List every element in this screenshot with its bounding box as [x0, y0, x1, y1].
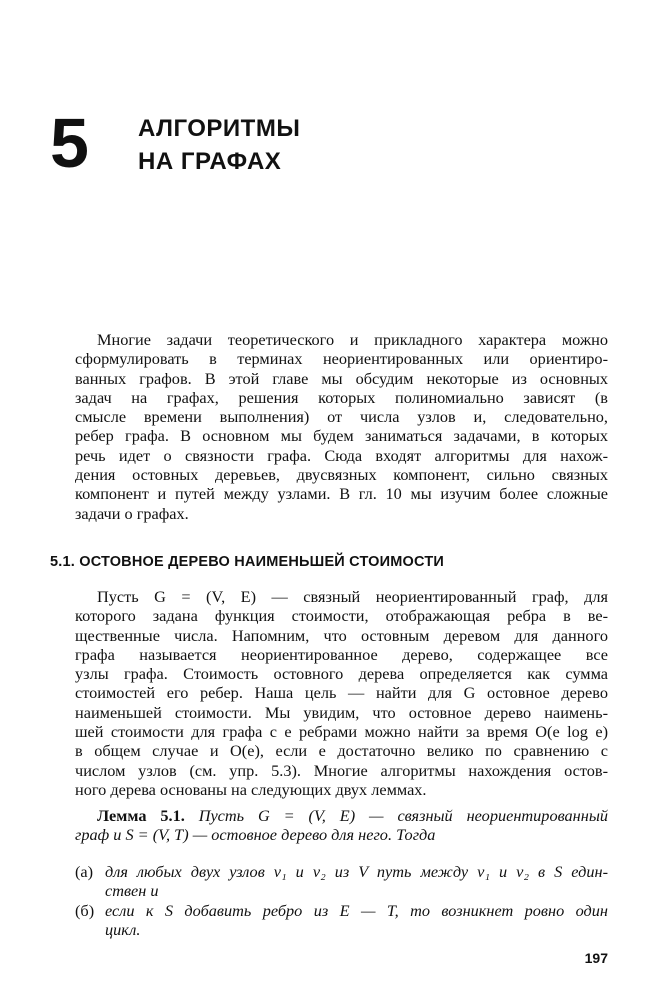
text-line: щественные числа. Напомним, что остовным деревом для данного — [75, 625, 608, 645]
chapter-title-line: НА ГРАФАХ — [138, 148, 282, 175]
text-line: дения остовных деревьев, двусвязных компонент, сильно связных — [75, 465, 608, 485]
text-line: шей стоимости для графа с e ребрами можно найти за время O(e log e) — [75, 722, 608, 742]
text-line: Многие задачи теоретического и прикладного характера можно — [97, 330, 608, 349]
lemma-label: Лемма 5.1. — [97, 806, 185, 825]
text-line: Пусть G = (V, E) — связный неориентированный граф, для — [97, 587, 608, 606]
list-item — [75, 862, 608, 901]
lemma-line: граф и S = (V, T) — остовное дерево для него. Тогда — [75, 825, 436, 845]
text-line: смысле времени выполнения) от числа узлов и, следовательно, — [75, 407, 608, 427]
text-line: в общем случае и O(e), если e достаточно велико по сравнению с — [75, 741, 608, 761]
section-heading: 5.1. ОСТОВНОЕ ДЕРЕВО НАИМЕНЬШЕЙ СТОИМОСТИ — [50, 554, 445, 570]
text-line: наименьшей стоимости. Мы увидим, что остовное дерево наимень- — [75, 702, 608, 722]
lemma-statement: Пусть G = (V, E) — связный неориентированный — [198, 806, 608, 825]
chapter-title — [138, 112, 300, 178]
list-item-line: цикл. — [105, 919, 141, 939]
text-line: ванных графов. В этой главе мы обсудим некоторые из основных — [75, 368, 608, 388]
lemma-items — [75, 862, 608, 939]
list-item — [75, 901, 608, 940]
text-line: речь идет о связности графа. Сюда входят алгоритмы для нахож- — [75, 445, 608, 465]
text-line: узлы графа. Стоимость остовного дерева определяется как сумма — [75, 664, 608, 684]
text-line: задачи о графах. — [75, 503, 189, 523]
text-line: задач на графах, решения которых полиномиально зависят (в — [75, 387, 608, 407]
text-line: ного дерева основаны на следующих двух леммах. — [75, 779, 427, 799]
list-item-line: для любых двух узлов v₁ и v₂ из V путь между v₁ и v₂ в S един- — [105, 862, 608, 881]
list-item-line: если к S добавить ребро из E — T, то возникнет ровно один — [105, 900, 608, 920]
text-line: числом узлов (см. упр. 5.3). Многие алгоритмы нахождения остов- — [75, 760, 608, 780]
list-item-line: ствен и — [105, 881, 159, 901]
text-line: ребер графа. В основном мы будем заниматься задачами, в которых — [75, 426, 608, 446]
text-line: графа называется неориентированное дерево, содержащее все — [75, 644, 608, 664]
text-line: стоимостей его ребер. Наша цель — найти для G остовное дерево — [75, 683, 608, 703]
text-line: которого задана функция стоимости, отображающая ребра в ве- — [75, 606, 608, 626]
chapter-title-line: АЛГОРИТМЫ — [138, 115, 301, 142]
lemma — [75, 806, 608, 845]
list-marker: (б) — [75, 900, 95, 920]
text-line: сформулировать в терминах неориентированных или ориентиро- — [75, 349, 608, 369]
chapter-number: 5 — [50, 104, 89, 182]
section-paragraph — [75, 587, 608, 799]
list-marker: (а) — [75, 862, 94, 881]
page-number: 197 — [584, 950, 608, 966]
text-line: компонент и путей между узлами. В гл. 10 мы изучим более сложные — [75, 484, 608, 504]
lemma-line — [75, 806, 608, 825]
intro-paragraph — [75, 330, 608, 523]
